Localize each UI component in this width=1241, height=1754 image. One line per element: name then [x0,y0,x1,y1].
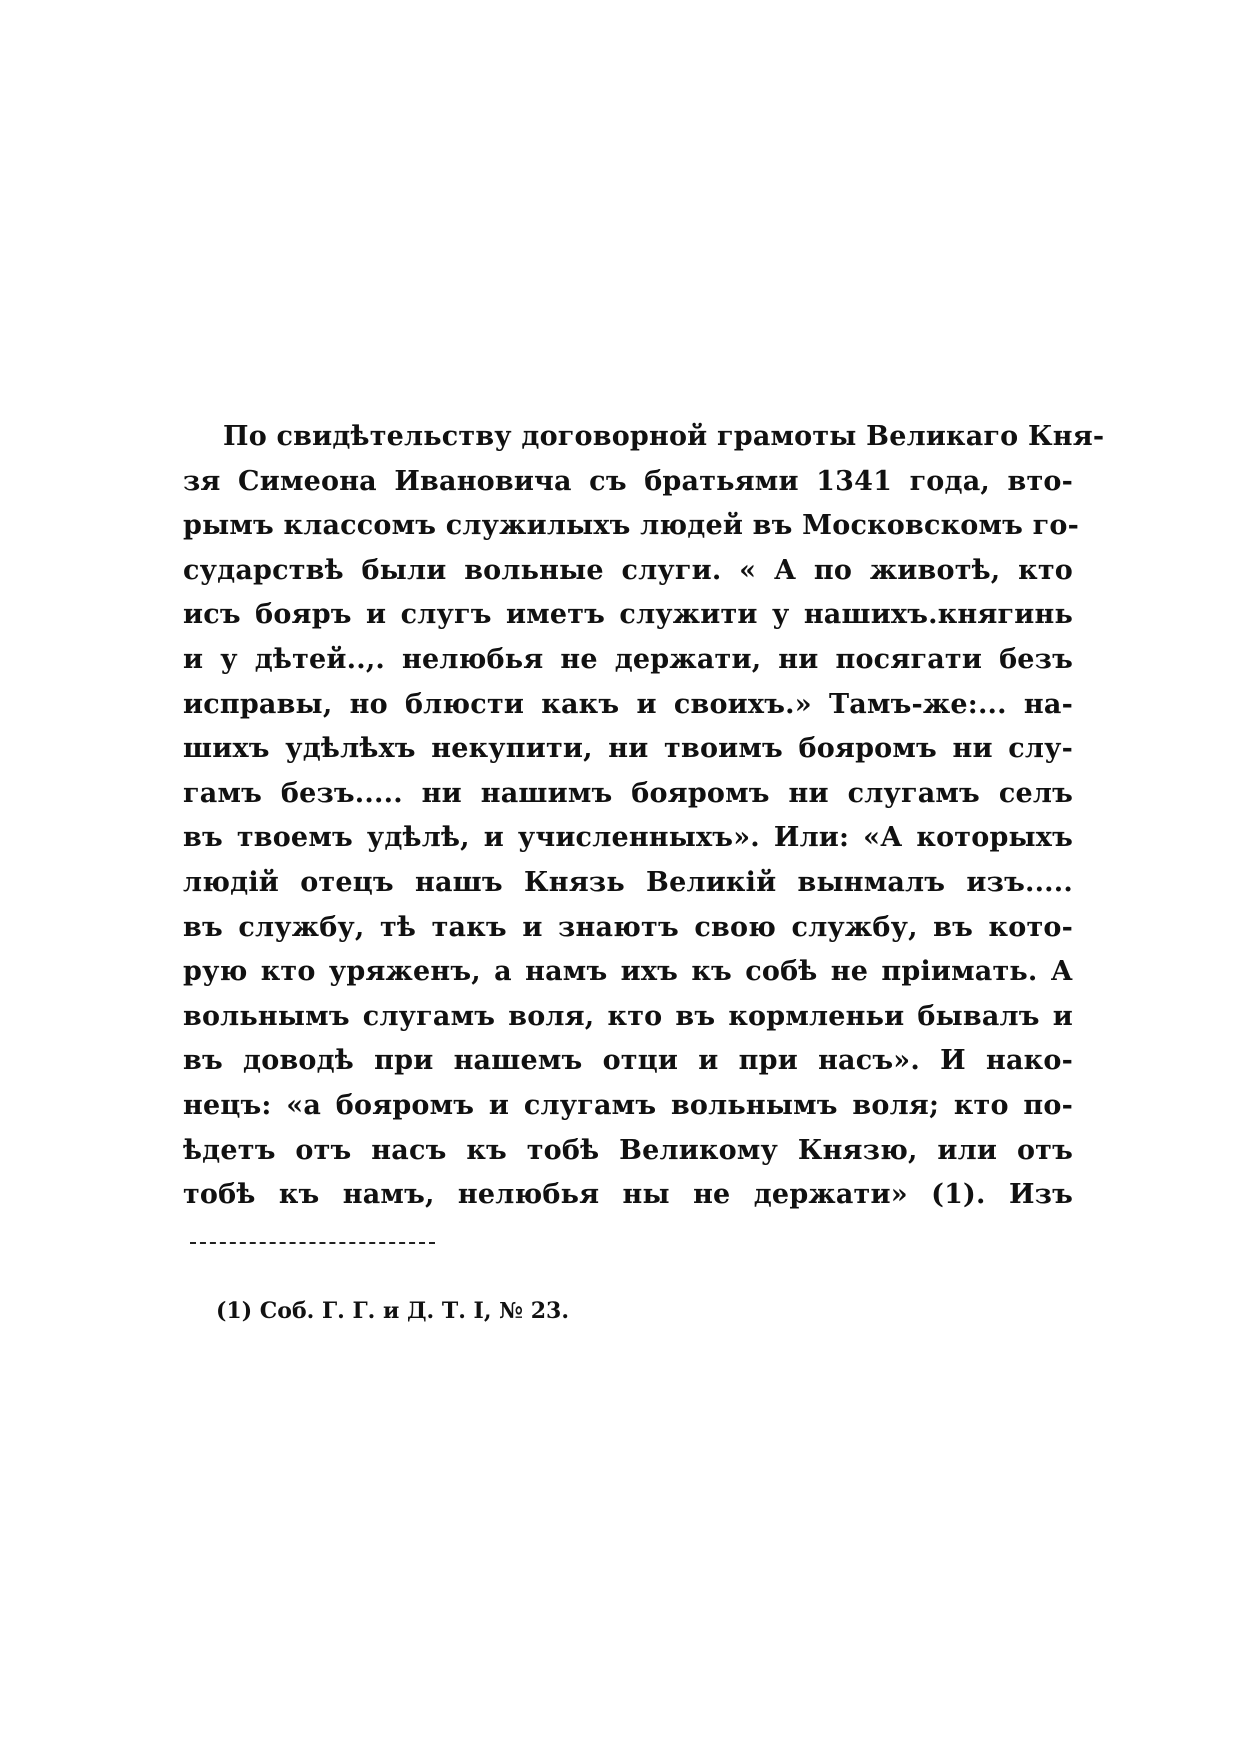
text-line: и у дѣтей..,. нелюбья не держати, ни посягати безъ [183,643,1073,675]
text-line: вольнымъ слугамъ воля, кто въ кормленьи бывалъ и [183,1000,1073,1032]
text-line: исправы, но блюсти какъ и своихъ.» Тамъ-же:... на- [183,688,1073,720]
text-line: въ службу, тѣ такъ и знаютъ свою службу, въ кото- [183,911,1073,943]
text-line: тобѣ къ намъ, нелюбья ны не держати» (1). Изъ [183,1179,1073,1211]
main-text-block [183,415,1105,1218]
footnote-separator [190,1242,435,1244]
text-line: ѣдетъ отъ насъ къ тобѣ Великому Князю, или отъ [183,1134,1073,1166]
text-line: людій отецъ нашъ Князь Великій вынмалъ изъ..... [183,866,1073,898]
text-line: въ доводѣ при нашемъ отци и при насъ». И нако- [183,1045,1073,1077]
text-line: гамъ безъ..... ни нашимъ бояромъ ни слугамъ селъ [183,777,1073,809]
text-line: рымъ классомъ служилыхъ людей въ Московскомъ го- [183,510,1080,542]
text-line: сударствѣ были вольные слуги. « А по животѣ, кто [183,554,1073,586]
text-line: въ твоемъ удѣлѣ, и учисленныхъ». Или: «А которыхъ [183,822,1073,854]
text-line: нецъ: «а бояромъ и слугамъ вольнымъ воля; кто по- [183,1089,1073,1121]
text-line: исъ бояръ и слугъ иметъ служити у нашихъ.княгинь [183,599,1073,631]
text-line: зя Симеона Ивановича съ братьями 1341 года, вто- [183,465,1073,497]
text-line: шихъ удѣлѣхъ некупити, ни твоимъ бояромъ ни слу- [183,733,1073,765]
footnote: (1) Соб. Г. Г. и Д. Т. I, № 23. [216,1298,569,1324]
text-line: рую кто уряженъ, а намъ ихъ къ собѣ не пріимать. А [183,956,1073,988]
text-line: По свидѣтельству договорной грамоты Великаго Кня- [223,421,1105,452]
